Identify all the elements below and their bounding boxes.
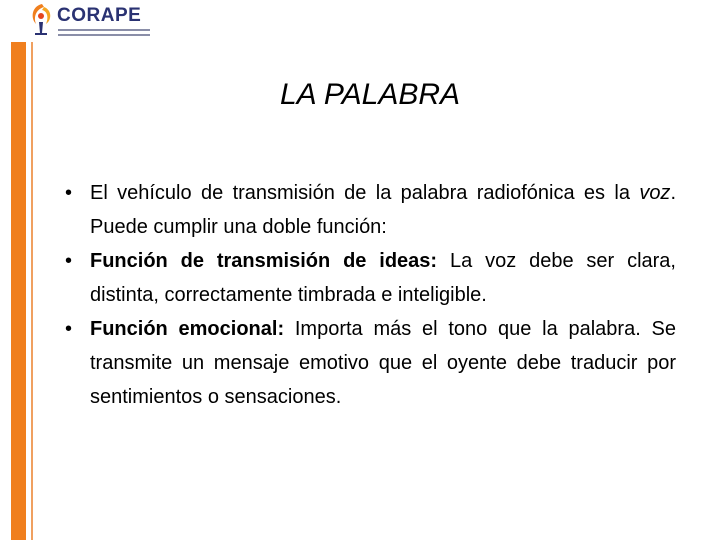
accent-line [31, 42, 33, 540]
bullet-dot: • [65, 250, 73, 272]
bullet-item [65, 176, 676, 244]
bullet-text: Función de transmisión de ideas: [90, 250, 438, 272]
corape-logo [28, 0, 158, 42]
bullet-list [65, 176, 676, 414]
bullet-text: . Puede cumplir una doble función: [90, 182, 676, 238]
accent-bar [11, 42, 26, 540]
logo-tagline-line [58, 34, 150, 36]
bullet-text: El vehículo de transmisión de la palabra radiofónica es la [90, 182, 640, 204]
bullet-dot: • [65, 182, 73, 204]
slide-title: LA PALABRA [279, 78, 461, 111]
bullet-text: La voz debe ser clara, distinta, correctamente timbrada e inteligible. [90, 250, 676, 306]
logo-tagline-line [58, 29, 150, 31]
logo-wordmark: CORAPE [57, 5, 142, 26]
logo-mark-icon [28, 2, 56, 36]
bullet-text: Función emocional: [90, 318, 285, 340]
bullet-item [65, 312, 676, 414]
bullet-text: Importa más el tono que la palabra. Se transmite un mensaje emotivo que el oyente debe traducir por sentimientos o sensaciones. [90, 318, 676, 408]
bullet-text: voz [639, 182, 671, 204]
bullet-item [65, 244, 676, 312]
bullet-dot: • [65, 318, 73, 340]
